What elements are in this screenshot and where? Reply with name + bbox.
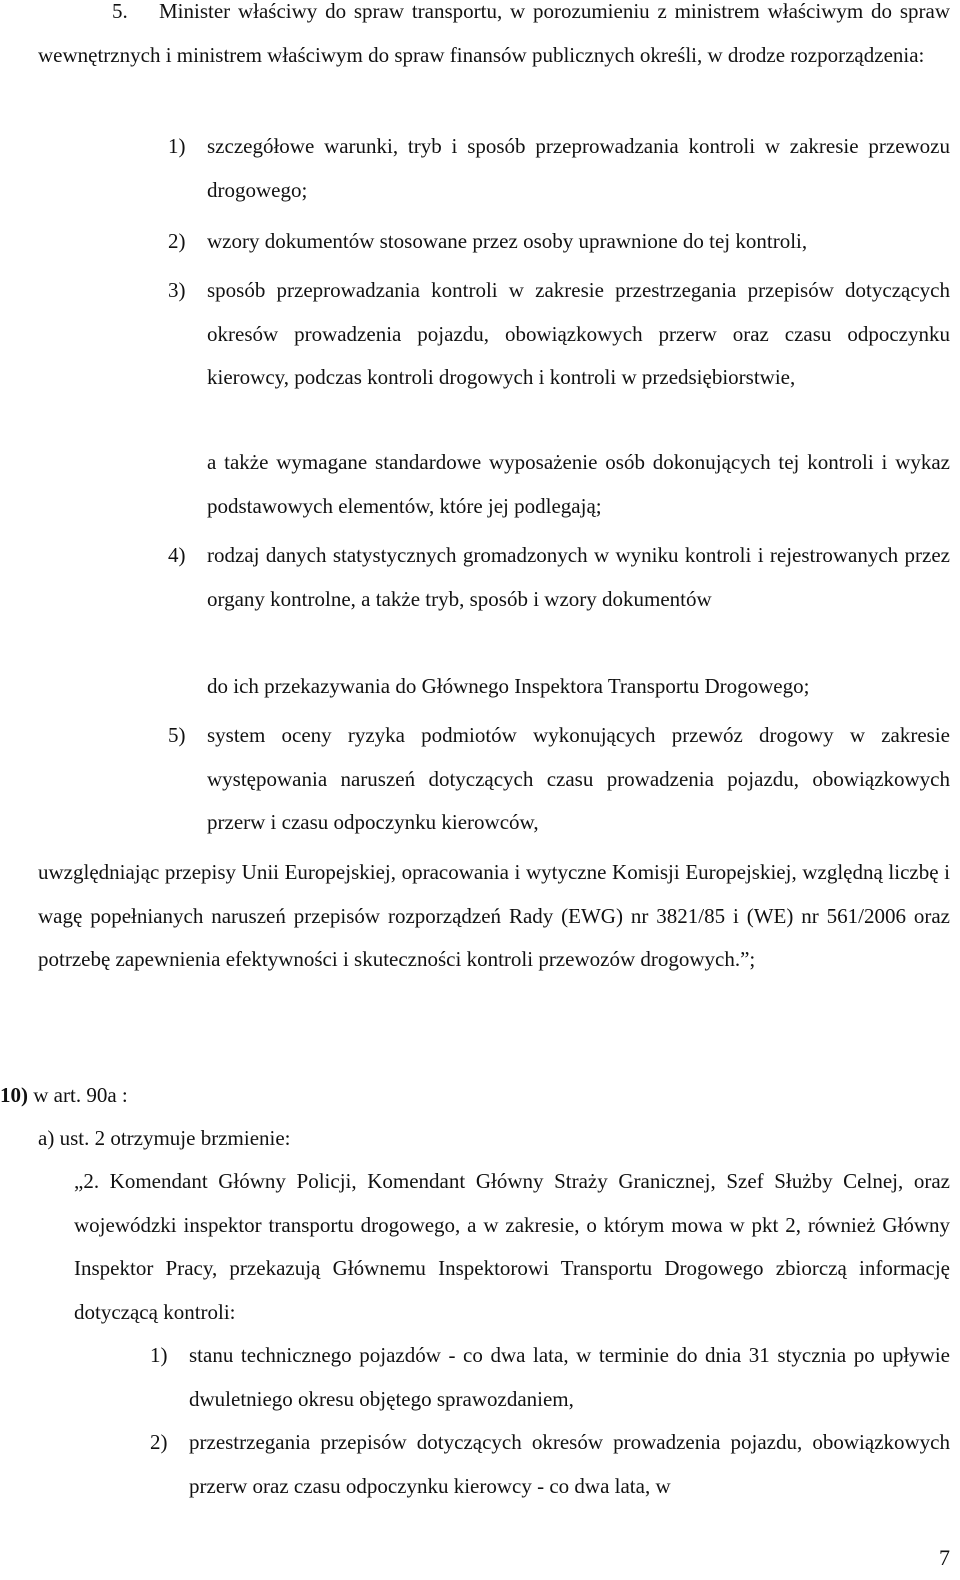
para5-item-1 [168,125,950,212]
item-text: rodzaj danych statystycznych gromadzonych w wyniku kontroli i rejestrowanych przez organy kontrolne, a także tryb, sposób i wzory dokumentów [207,543,950,611]
page-number: 7 [939,1545,950,1570]
item-number: 3) [168,278,186,302]
point10-number: 10) [0,1083,28,1107]
item-number: 1) [168,134,186,158]
item-number: 1) [150,1343,168,1367]
item-text: wzory dokumentów stosowane przez osoby uprawnione do tej kontroli, [207,229,808,253]
item-text: szczegółowe warunki, tryb i sposób przeprowadzania kontroli w zakresie przewozu drogowego; [207,134,950,202]
point10-text: w art. 90a : [28,1083,128,1107]
point10-item-2 [150,1421,950,1508]
item-number: 5) [168,723,186,747]
para5-number: 5. [112,0,128,23]
item-number: 2) [150,1430,168,1454]
item-text: system oceny ryzyka podmiotów wykonujących przewóz drogowy w zakresie występowania naruszeń dotyczących czasu prowadzenia pojazdu, obowiązkowych przerw i czasu odpoczynku kierowców, [207,723,950,834]
item-number: 4) [168,543,186,567]
para5-item-2 [168,220,950,264]
item-text: stanu technicznego pojazdów - co dwa lata, w terminie do dnia 31 stycznia po upływie dwuletniego okresu objętego sprawozdaniem, [189,1343,950,1411]
para5-intro-text: Minister właściwy do spraw transportu, w porozumieniu z ministrem właściwym do spraw wewnętrznych i ministrem właściwym do spraw finansów publicznych określi, w drodze rozporządzenia: [38,0,950,67]
item-text: przestrzegania przepisów dotyczących okresów prowadzenia pojazdu, obowiązkowych przerw oraz czasu odpoczynku kierowcy - co dwa lata, w [189,1430,950,1498]
para5-intro [38,0,950,77]
item-text: sposób przeprowadzania kontroli w zakresie przestrzegania przepisów dotyczących okresów prowadzenia pojazdu, obowiązkowych przerw oraz czasu odpoczynku kierowcy, podczas kontroli drogowych i kontroli w przedsiębiorstwie, [207,278,950,389]
para5-item-3 [168,269,950,400]
para5-closing: uwzględniając przepisy Unii Europejskiej, opracowania i wytyczne Komisji Europejskiej, względną liczbę i wagę popełnianych naruszeń przepisów rozporządzeń Rady (EWG) nr 3821/85 i (WE) nr 561/2006 oraz potrzebę zapewnienia efektywności i skuteczności kontroli przewozów drogowych.”; [38,860,950,971]
point10-item-1 [150,1334,950,1421]
point10-quote: „2. Komendant Główny Policji, Komendant Główny Straży Granicznej, Szef Służby Celnej, oraz wojewódzki inspektor transportu drogowego, a w zakresie, o którym mowa w pkt 2, również Główny Inspektor Pracy, przekazują Głównemu Inspektorowi Transportu Drogowego zbiorczą informację dotyczącą kontroli: [74,1169,950,1324]
point10-sub-a: a) ust. 2 otrzymuje brzmienie: [38,1126,291,1150]
para5-item-5 [168,714,950,845]
para5-item-4-continuation: do ich przekazywania do Głównego Inspektora Transportu Drogowego; [207,674,810,698]
point10-heading [0,1074,950,1118]
para5-item-4 [168,534,950,621]
item-number: 2) [168,229,186,253]
para5-item-3-continuation: a także wymagane standardowe wyposażenie osób dokonujących tej kontroli i wykaz podstawowych elementów, które jej podlegają; [207,450,950,518]
